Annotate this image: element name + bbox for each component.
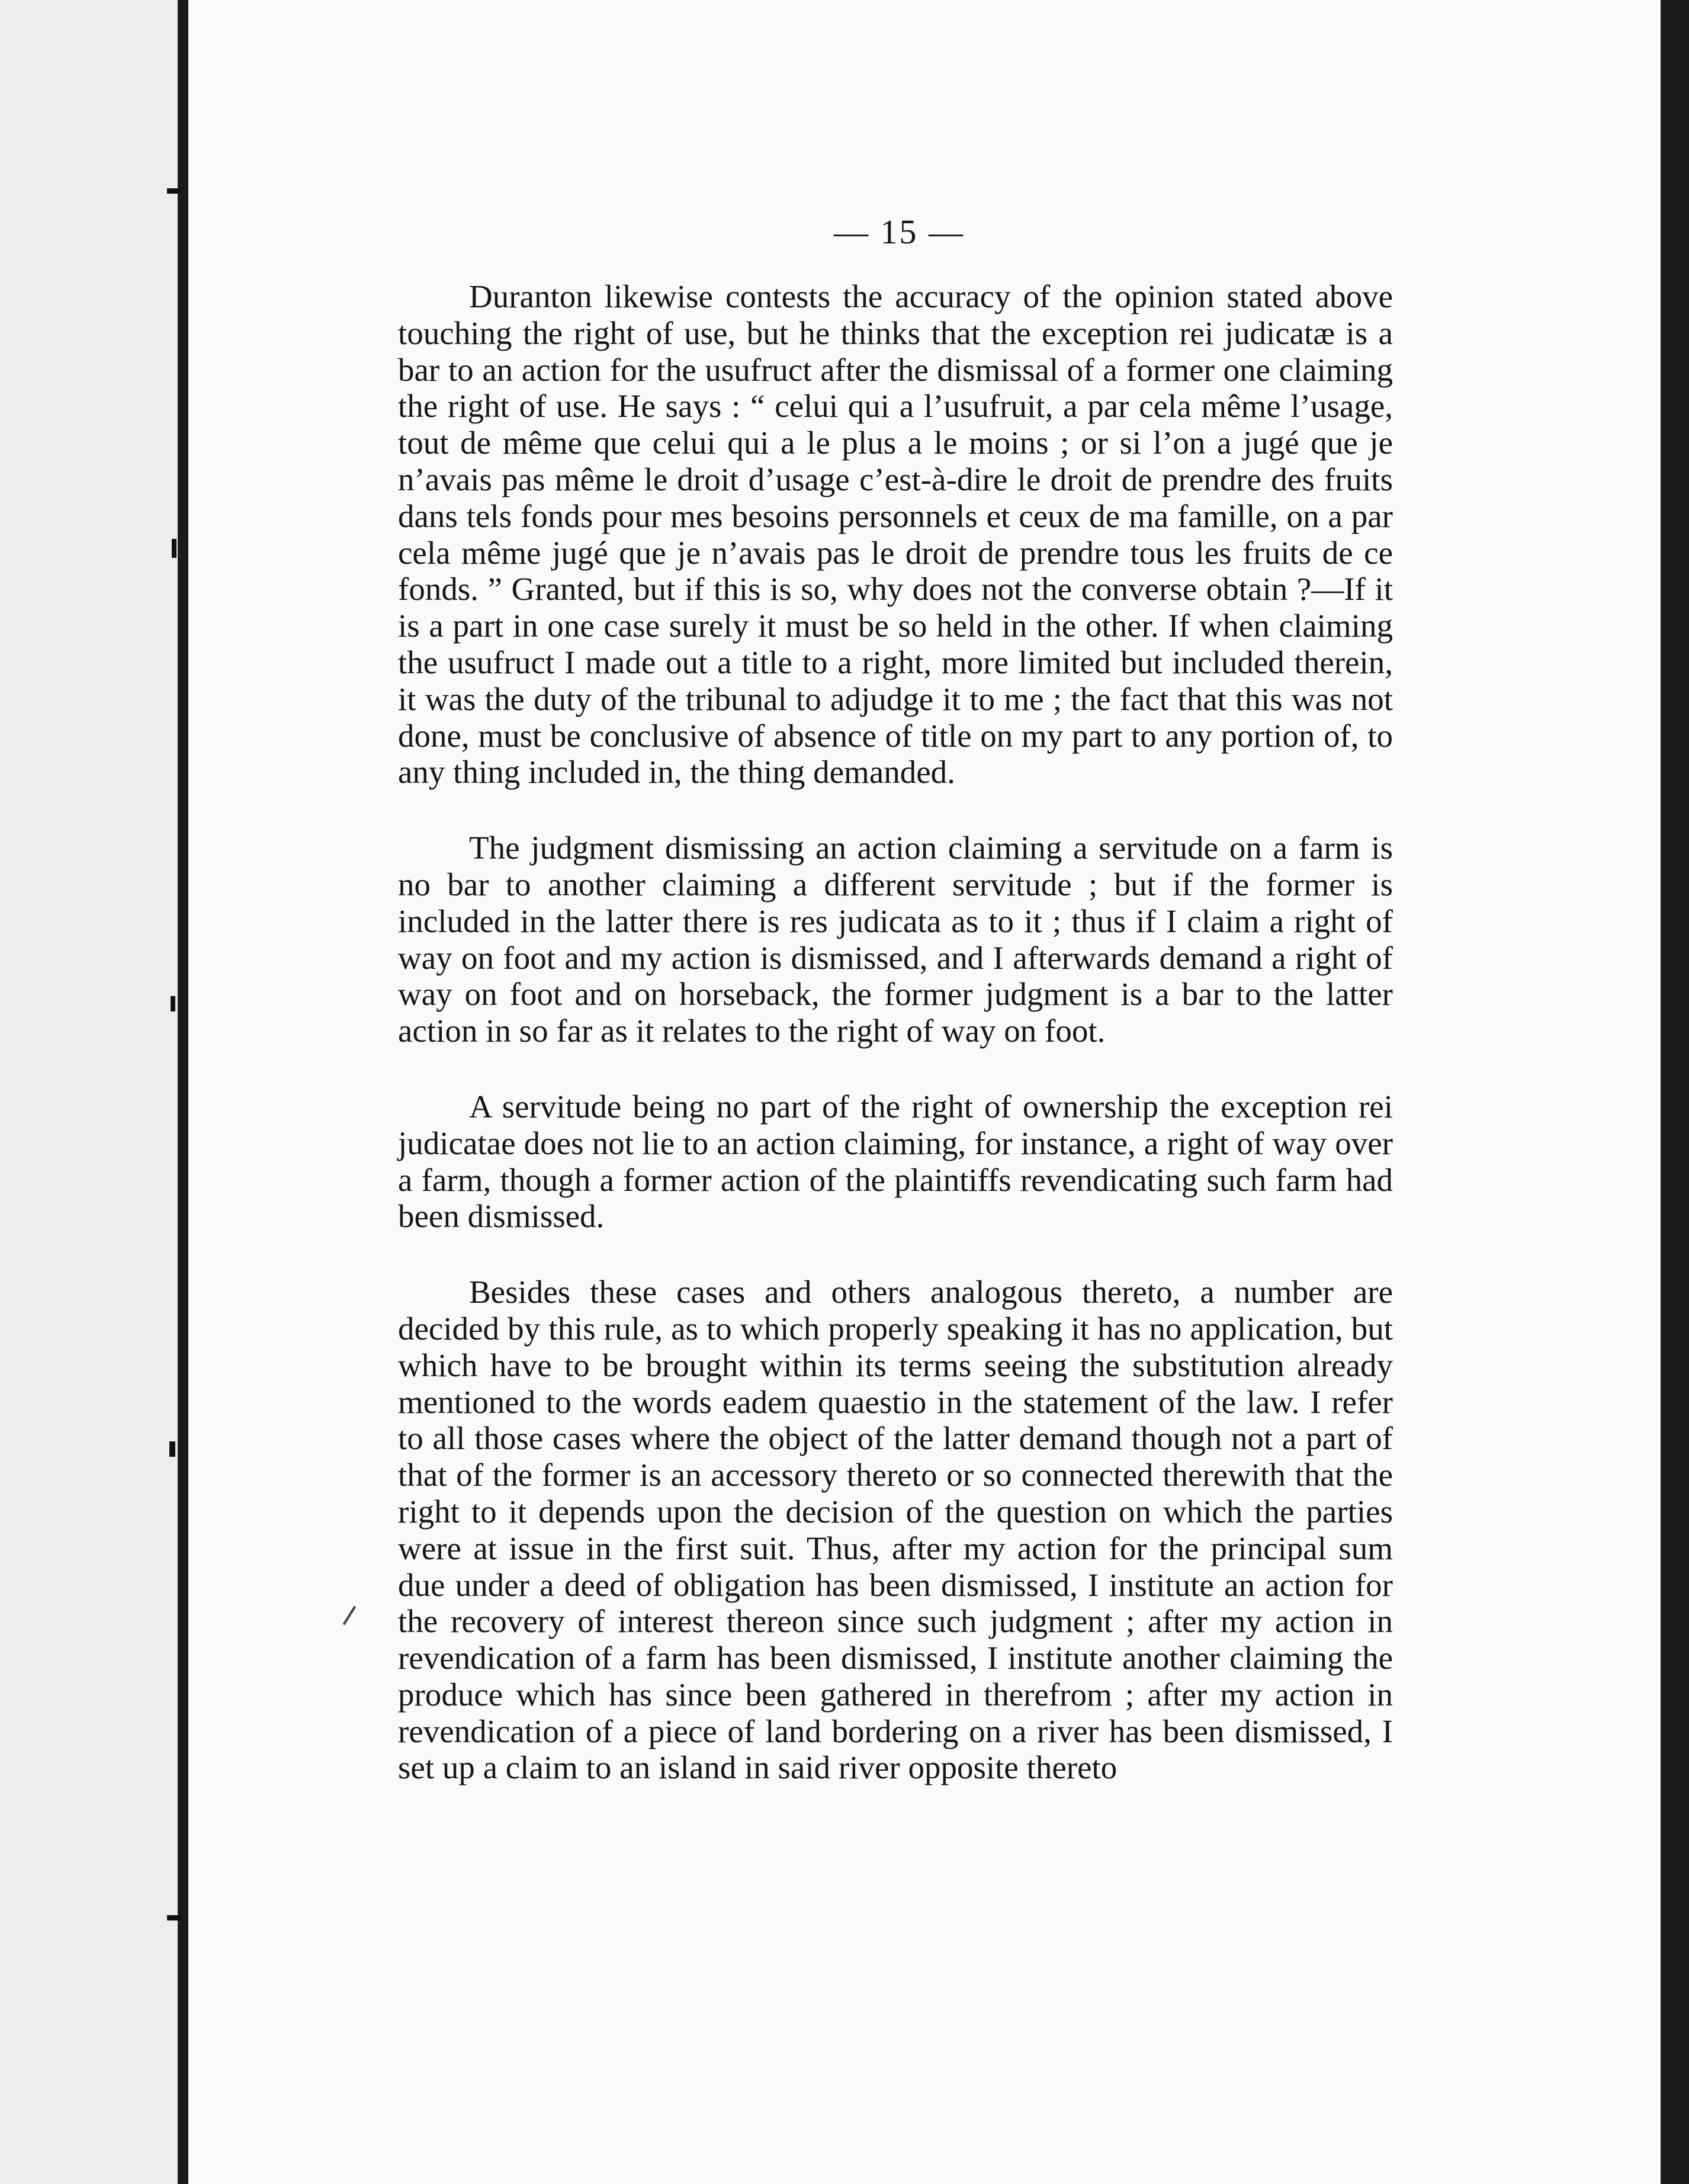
binding-mark <box>167 1915 181 1920</box>
page-number: — 15 — <box>834 213 965 251</box>
paragraph-1: Duranton likewise contests the accuracy of the opinion stated above touching the right of use, but he thinks that the exception rei judicatæ is a bar to an action for the usufruct after the dismissal of a former one claiming the right of use. He says : “ celui qui a l’usufruit, a par cela même l’usage, tout de même que celui qui a le plus a le moins ; or si l’on a jugé que je n’avais pas même le droit d’usage c’est-à-dire le droit de prendre des fruits dans tels fonds pour mes besoins personnels et ceux de ma famille, on a par cela même jugé que je n’avais pas le droit de prendre tous les fruits de ce fonds. ” Granted, but if this is so, why does not the converse obtain ?—If it is a part in one case surely it must be so held in the other. If when claiming the usufruct I made out a title to a right, more limited but included therein, it was the duty of the tribunal to adjudge it to me ; the fact that this was not done, must be conclusive of absence of title on my part to any portion of, to any thing included in, the thing demanded. <box>398 278 1393 791</box>
page-right-edge <box>1661 0 1689 2184</box>
page-body <box>398 278 1393 1786</box>
page-left-edge <box>178 0 188 2184</box>
binding-mark <box>167 188 181 194</box>
paragraph-3: A servitude being no part of the right of ownership the exception rei judicatae does not lie to an action claiming, for instance, a right of way over a farm, though a former action of the plaintiffs revendicating such farm had been dismissed. <box>398 1088 1393 1235</box>
binding-mark <box>172 539 176 558</box>
paragraph-2: The judgment dismissing an action claiming a servitude on a farm is no bar to another claiming a different servitude ; but if the former is included in the latter there is res judicata as to it ; thus if I claim a right of way on foot and my action is dismissed, and I afterwards demand a right of way on foot and on horseback, the former judgment is a bar to the latter action in so far as it relates to the right of way on foot. <box>398 830 1393 1049</box>
binding-mark <box>169 1441 175 1457</box>
left-margin <box>0 0 178 2184</box>
paragraph-4: Besides these cases and others analogous thereto, a number are decided by this rule, as to which properly speaking it has no application, but which have to be brought within its terms seeing the substitution already mentioned to the words eadem quaestio in the statement of the law. I refer to all those cases where the object of the latter demand though not a part of that of the former is an accessory thereto or so connected therewith that the right to it depends upon the decision of the question on which the parties were at issue in the first suit. Thus, after my action for the principal sum due under a deed of obligation has been dismissed, I institute an action for the recovery of interest thereon since such judgment ; after my action in revendication of a farm has been dismissed, I institute another claiming the produce which has since been gathered in therefrom ; after my action in revendication of a piece of land bordering on a river has been dismissed, I set up a claim to an island in said river opposite thereto <box>398 1274 1393 1786</box>
binding-mark <box>171 996 175 1011</box>
